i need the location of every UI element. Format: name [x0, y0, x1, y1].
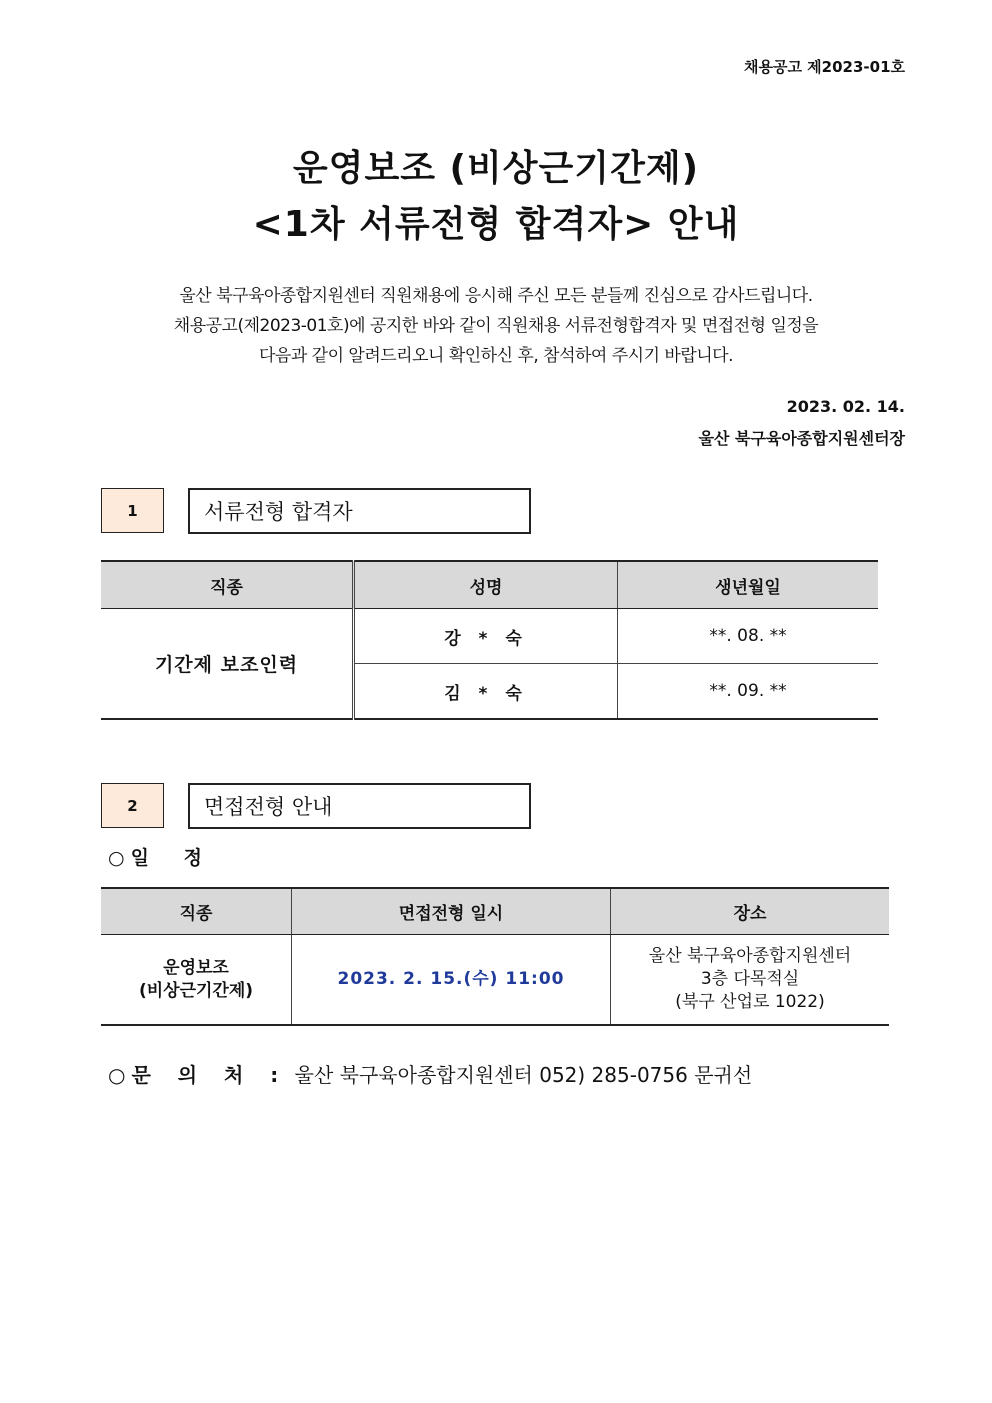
contact-text: 울산 북구육아종합지원센터 052) 285-0756 문귀선	[294, 1063, 753, 1087]
interview-schedule-table	[101, 887, 889, 1026]
header-job: 직종	[101, 561, 354, 609]
contact-info	[108, 1059, 752, 1088]
intro-line3: 다음과 같이 알려드리오니 확인하신 후, 참석하여 주시기 바랍니다.	[258, 346, 734, 366]
applicant-birth: **. 09. **	[618, 664, 879, 720]
circle-bullet-icon: ○	[108, 1063, 126, 1087]
schedule-label	[108, 843, 216, 870]
intro-line2: 채용공고(제2023-01호)에 공지한 바와 같이 직원채용 서류전형합격자 및 면접전형 일정을	[173, 316, 819, 336]
interview-datetime: 2023. 2. 15.(수) 11:00	[292, 935, 611, 1026]
intro-line1: 울산 북구육아종합지원센터 직원채용에 응시해 주신 모든 분들께 진심으로 감사드립니다.	[179, 286, 813, 306]
header-birth: 생년월일	[618, 561, 879, 609]
applicant-name: 김 * 숙	[354, 664, 618, 720]
table-row	[101, 609, 878, 664]
place-cell	[611, 935, 890, 1026]
job-line2: (비상근기간제)	[138, 980, 254, 1001]
section2-title: 면접전형 안내	[188, 783, 531, 829]
table-header-row	[101, 888, 889, 935]
place-line1: 울산 북구육아종합지원센터	[648, 946, 852, 966]
page-title-line2: <1차 서류전형 합격자> 안내	[252, 204, 740, 245]
table-row	[101, 935, 889, 1026]
section2-number: 2	[101, 783, 164, 828]
schedule-label-text: 일 정	[130, 847, 216, 869]
applicant-name: 강 * 숙	[354, 609, 618, 664]
header-name: 성명	[354, 561, 618, 609]
section1-number: 1	[101, 488, 164, 533]
page-title-line1: 운영보조 (비상근기간제)	[292, 148, 700, 189]
header-place: 장소	[611, 888, 890, 935]
applicant-birth: **. 08. **	[618, 609, 879, 664]
job-line1: 운영보조	[163, 957, 229, 978]
signer: 울산 북구육아종합지원센터장	[698, 429, 905, 448]
job-cell	[101, 935, 292, 1026]
notice-number: 채용공고 제2023-01호	[743, 58, 905, 76]
circle-bullet-icon: ○	[108, 847, 125, 869]
contact-label: 문 의 처 :	[131, 1063, 289, 1087]
passed-applicants-table	[101, 560, 878, 720]
table-header-row	[101, 561, 878, 609]
header-job: 직종	[101, 888, 292, 935]
header-datetime: 면접전형 일시	[292, 888, 611, 935]
place-line2: 3층 다목적실	[700, 969, 800, 989]
job-cell: 기간제 보조인력	[101, 609, 354, 720]
place-line3: (북구 산업로 1022)	[675, 992, 825, 1012]
notice-date: 2023. 02. 14.	[786, 397, 905, 416]
section1-title: 서류전형 합격자	[188, 488, 531, 534]
